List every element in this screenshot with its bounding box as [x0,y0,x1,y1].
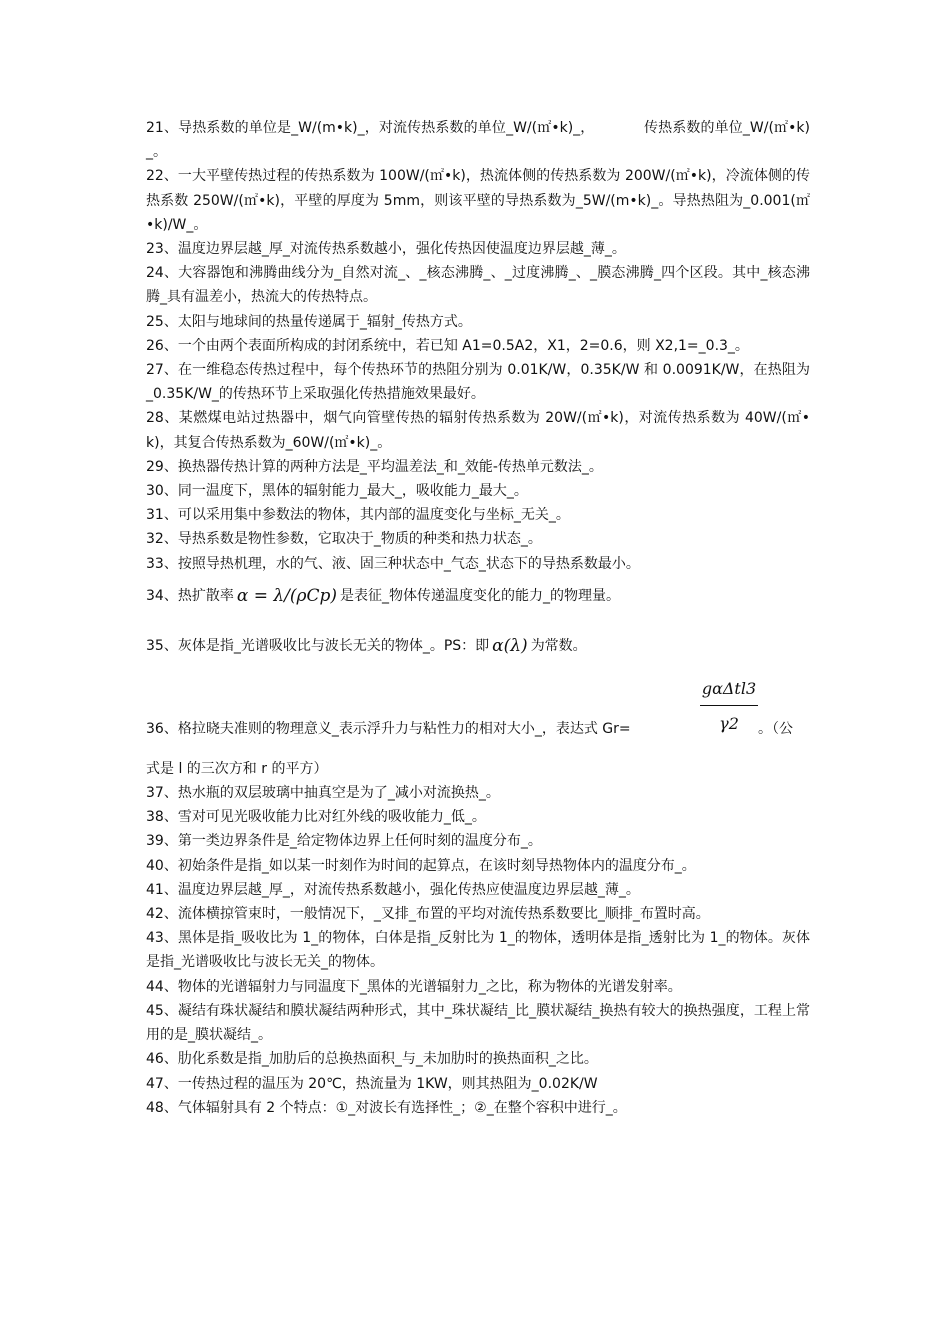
question-44: 44、物体的光谱辐射力与同温度下_黑体的光谱辐射力_之比，称为物体的光谱发射率。 [146,978,682,995]
question-45: 45、凝结有珠状凝结和膜状凝结两种形式，其中_珠状凝结_比_膜状凝结_换热有较大的换热强度，工程上常用的是_膜状凝结_。 [146,1002,810,1044]
question-38: 38、雪对可见光吸收能力比对红外线的吸收能力_低_。 [146,809,486,826]
question-35-prefix: 35、灰体是指_光谱吸收比与波长无关的物体_。PS：即 [146,638,490,655]
question-37: 37、热水瓶的双层玻璃中抽真空是为了_减小对流换热_。 [146,785,500,802]
question-35 [146,630,810,663]
question-35-suffix: 为常数。 [530,638,587,655]
question-46: 46、肋化系数是指_加肋后的总换热面积_与_未加肋时的换热面积_之比。 [146,1051,598,1068]
grashof-numerator: gαΔtl3 [700,677,758,706]
question-list [146,116,810,1120]
question-39: 39、第一类边界条件是_给定物体边界上任何时刻的温度分布_。 [146,833,542,850]
absorptivity-formula: α(λ) [492,636,528,657]
question-32: 32、导热系数是物性参数，它取决于_物质的种类和热力状态_。 [146,531,542,548]
question-36-continuation: 式是 l 的三次方和 r 的平方） [146,760,328,777]
question-21: 21、导热系数的单位是_W/(m•k)_，对流传热系数的单位_W/(㎡•k)_， 传热系数的单位_W/(㎡•k)_。 [146,120,810,161]
question-43: 43、黑体是指_吸收比为 1_的物体，白体是指_反射比为 1_的物体，透明体是指_透射比为 1_的物体。灰体是指_光谱吸收比与波长无关_的物体。 [146,930,810,971]
question-36 [146,677,810,757]
question-34-suffix: 是表征_物体传递温度变化的能力_的物理量。 [340,588,621,605]
question-47: 47、一传热过程的温压为 20℃，热流量为 1KW，则其热阻为_0.02K/W [146,1075,598,1092]
question-25: 25、太阳与地球间的热量传递属于_辐射_传热方式。 [146,313,472,330]
question-23: 23、温度边界层越_厚_对流传热系数越小，强化传热因使温度边界层越_薄_。 [146,241,626,258]
thermal-diffusivity-formula: α = λ/(ρCp) [236,586,338,607]
grashof-fraction [700,677,758,736]
question-42: 42、流体横掠管束时，一般情况下，_叉排_布置的平均对流传热系数要比_顺排_布置时高。 [146,906,710,923]
question-26: 26、一个由两个表面所构成的封闭系统中，若已知 A1=0.5A2，X1，2=0.6，则 X2,1=_0.3_。 [146,337,749,354]
question-34 [146,580,810,613]
question-33: 33、按照导热机理，水的气、液、固三种状态中_气态_状态下的导热系数最小。 [146,555,640,572]
question-28: 28、某燃煤电站过热器中，烟气向管壁传热的辐射传热系数为 20W/(㎡•k)，对流传热系数为 40W/(㎡•k)，其复合传热系数为_60W/(㎡•k)_。 [146,410,810,451]
question-22: 22、一大平壁传热过程的传热系数为 100W/(㎡•k)，热流体侧的传热系数为 200W/(㎡•k)，冷流体侧的传热系数 250W/(㎡•k)，平壁的厚度为 5mm，则该平壁的导热系数为_5W/(m•k)_。导热热阻为_0.001(㎡•k)/W_。 [146,168,810,233]
question-34-prefix: 34、热扩散率 [146,588,234,605]
question-36-suffix: 。（公 [758,720,793,737]
question-29: 29、换热器传热计算的两种方法是_平均温差法_和_效能-传热单元数法_。 [146,458,603,475]
grashof-denominator: γ2 [719,714,739,734]
question-40: 40、初始条件是指_如以某一时刻作为时间的起算点，在该时刻导热物体内的温度分布_。 [146,857,696,874]
question-24: 24、大容器饱和沸腾曲线分为_自然对流_、_核态沸腾_、_过度沸腾_、_膜态沸腾_四个区段。其中_核态沸腾_具有温差小，热流大的传热特点。 [146,265,810,306]
question-41: 41、温度边界层越_厚_，对流传热系数越小，强化传热应使温度边界层越_薄_。 [146,881,640,898]
question-36-prefix: 36、格拉晓夫准则的物理意义_表示浮升力与粘性力的相对大小_，表达式 Gr= [146,720,631,737]
question-48: 48、气体辐射具有 2 个特点：①_对波长有选择性_；②_在整个容积中进行_。 [146,1099,627,1116]
question-31: 31、可以采用集中参数法的物体，其内部的温度变化与坐标_无关_。 [146,507,570,524]
question-27: 27、在一维稳态传热过程中，每个传热环节的热阻分别为 0.01K/W，0.35K/W 和 0.0091K/W，在热阻为_0.35K/W_的传热环节上采取强化传热措施效果最好。 [146,362,810,403]
question-30: 30、同一温度下，黑体的辐射能力_最大_，吸收能力_最大_。 [146,483,528,500]
